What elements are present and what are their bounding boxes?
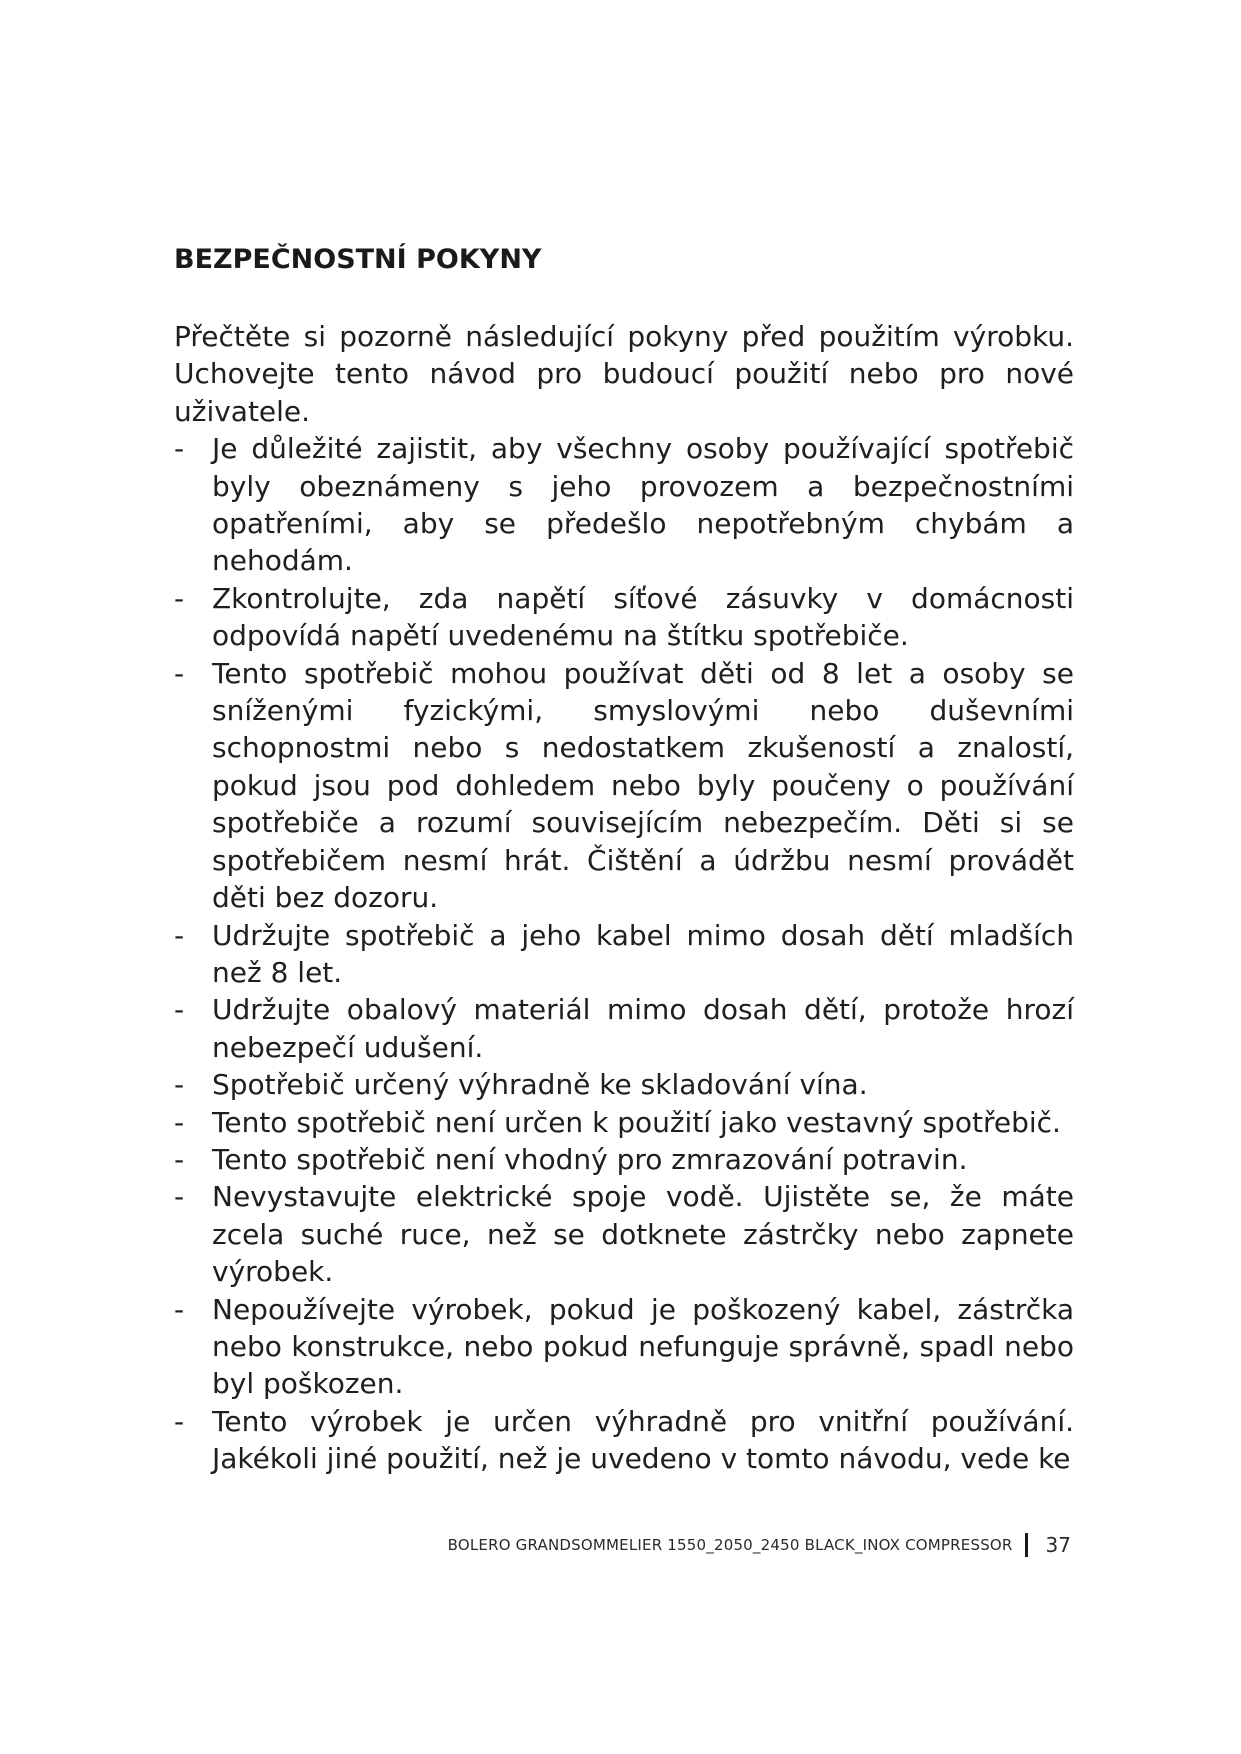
bullet-dash: -: [174, 1105, 185, 1139]
section-heading: BEZPEČNOSTNÍ POKYNY: [174, 244, 542, 275]
rule-text: Spotřebič určený výhradně ke skladování vína.: [212, 1068, 868, 1102]
rule-text: Zkontrolujte, zda napětí síťové zásuvky v domácnosti odpovídá napětí uvedenému na štítku spotřebiče.: [212, 581, 1074, 653]
bullet-dash: -: [174, 656, 185, 690]
list-item: [174, 1104, 1074, 1141]
rule-text: Nepoužívejte výrobek, pokud je poškozený kabel, zástrčka nebo konstrukce, nebo pokud nefunguje správně, spadl nebo byl poškozen.: [212, 1292, 1074, 1401]
list-item: [174, 917, 1074, 992]
list-item: [174, 1291, 1074, 1403]
bullet-dash: -: [174, 581, 185, 615]
list-item: [174, 430, 1074, 580]
footer-product-name: BOLERO GRANDSOMMELIER 1550_2050_2450 BLACK_INOX COMPRESSOR: [447, 1536, 1013, 1554]
rule-text: Tento výrobek je určen výhradně pro vnitřní používání. Jakékoli jiné použití, než je uvedeno v tomto návodu, vede ke: [212, 1404, 1074, 1476]
list-item: [174, 1178, 1074, 1290]
bullet-dash: -: [174, 1404, 185, 1438]
list-item: [174, 1403, 1074, 1478]
bullet-dash: -: [174, 1292, 185, 1326]
rule-text: Nevystavujte elektrické spoje vodě. Ujistěte se, že máte zcela suché ruce, než se dotknete zástrčky nebo zapnete výrobek.: [212, 1180, 1074, 1289]
list-item: [174, 991, 1074, 1066]
bullet-dash: -: [174, 918, 185, 952]
rule-text: Udržujte obalový materiál mimo dosah dětí, protože hrozí nebezpečí udušení.: [212, 993, 1074, 1064]
safety-rules-list: [174, 430, 1074, 1477]
bullet-dash: -: [174, 1142, 185, 1176]
list-item: [174, 655, 1074, 917]
rule-text: Tento spotřebič není určen k použití jako vestavný spotřebič.: [212, 1105, 1061, 1139]
rule-text: Je důležité zajistit, aby všechny osoby používající spotřebič byly obeznámeny s jeho provozem a bezpečnostními opatřeními, aby se předešlo nepotřebným chybám a nehodám.: [212, 432, 1074, 578]
list-item: [174, 1141, 1074, 1178]
page-footer: [448, 1533, 1071, 1557]
rule-text: Tento spotřebič není vhodný pro zmrazování potravin.: [212, 1142, 968, 1176]
bullet-dash: -: [174, 432, 185, 466]
footer-divider: [1025, 1533, 1028, 1557]
page-number: 37: [1045, 1533, 1071, 1557]
list-item: [174, 1066, 1074, 1103]
intro-paragraph: Přečtěte si pozorně následující pokyny před použitím výrobku. Uchovejte tento návod pro budoucí použití nebo pro nové uživatele.: [174, 320, 1074, 428]
bullet-dash: -: [174, 1068, 185, 1102]
list-item: [174, 580, 1074, 655]
bullet-dash: -: [174, 1180, 185, 1214]
rule-text: Udržujte spotřebič a jeho kabel mimo dosah dětí mladších než 8 let.: [212, 918, 1074, 989]
section-body: [174, 318, 1074, 1478]
bullet-dash: -: [174, 993, 185, 1027]
rule-text: Tento spotřebič mohou používat děti od 8 let a osoby se sníženými fyzickými, smyslovými nebo duševními schopnostmi nebo s nedostatkem zkušeností a znalostí, pokud jsou pod dohledem nebo byly poučeny o používání spotřebiče a rozumí souvisejícím nebezpečím. Děti si se spotřebičem nesmí hrát. Čištění a údržbu nesmí provádět děti bez dozoru.: [212, 656, 1074, 915]
